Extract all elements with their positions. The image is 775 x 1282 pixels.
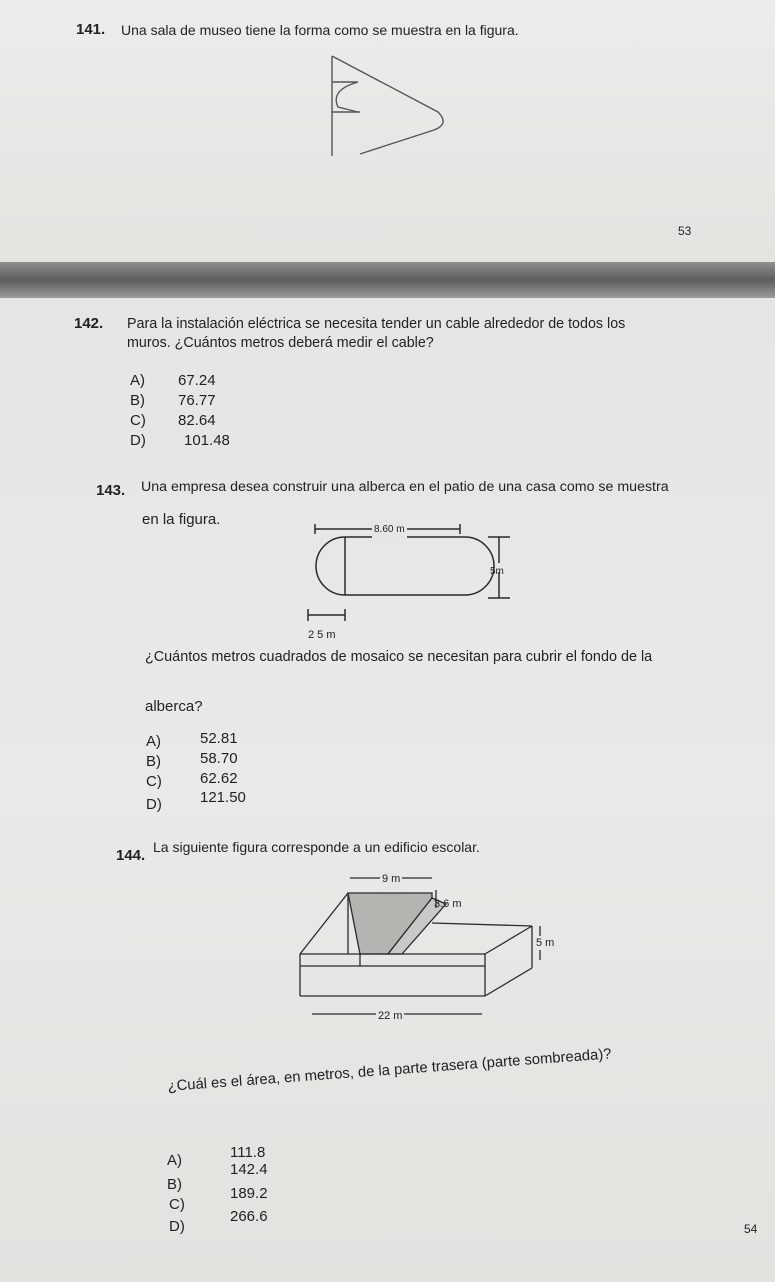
q142-option-c-letter: C) xyxy=(130,412,146,429)
q142-option-a-value: 67.24 xyxy=(178,372,216,389)
q141-figure xyxy=(310,52,460,162)
q143-radius-label: 2 5 m xyxy=(308,629,336,641)
q143-option-b-value: 58.70 xyxy=(200,750,238,767)
q144-side-label: 5 m xyxy=(536,937,555,949)
q142-line2: muros. ¿Cuántos metros deberá medir el cable? xyxy=(127,335,434,351)
q144-top-label: 9 m xyxy=(380,870,402,889)
q144-option-c-letter: C) xyxy=(169,1196,185,1213)
q141-slanted-walls xyxy=(332,56,443,154)
page-number-53: 53 xyxy=(678,224,692,238)
q142-line1: Para la instalación eléctrica se necesita tender un cable alrededor de todos los xyxy=(127,316,626,332)
q143-option-d-letter: D) xyxy=(146,796,162,813)
q142-option-d-value: 101.48 xyxy=(184,432,230,449)
q144-option-a-value: 111.8 xyxy=(230,1144,266,1161)
q144-text: La siguiente figura corresponde a un edificio escolar. xyxy=(153,839,480,855)
q142-option-a-letter: A) xyxy=(130,372,145,389)
q144-number: 144. xyxy=(116,847,146,864)
q144-question: ¿Cuál es el área, en metros, de la parte trasera (parte sombreada)? xyxy=(167,1046,613,1095)
q143-option-c-value: 62.62 xyxy=(200,770,238,787)
page-number-54: 54 xyxy=(744,1222,758,1236)
q143-option-c-letter: C) xyxy=(146,773,162,790)
q143-pool-outline xyxy=(316,537,494,595)
q143-width-label: 5m xyxy=(490,566,504,577)
q143-line1: Una empresa desea construir una alberca en el patio de una casa como se muestra xyxy=(141,479,669,495)
q144-height-label: 3.6 m xyxy=(434,898,462,910)
q141-semicircle-notch xyxy=(332,82,358,112)
q144-option-c-value: 189.2 xyxy=(230,1185,268,1202)
page-gap-shadow xyxy=(0,262,775,298)
q144-option-b-value: 142.4 xyxy=(230,1161,268,1178)
q141-number: 141. xyxy=(76,21,106,38)
q142-option-c-value: 82.64 xyxy=(178,412,216,429)
q144-option-d-letter: D) xyxy=(169,1218,185,1235)
q142-option-b-value: 76.77 xyxy=(178,392,216,409)
q142-number: 142. xyxy=(74,315,104,332)
q144-bottom-label: 22 m xyxy=(376,1007,404,1026)
q144-option-b-letter: B) xyxy=(167,1176,182,1193)
q142-option-d-letter: D) xyxy=(130,432,146,449)
q143-option-a-letter: A) xyxy=(146,733,161,750)
q143-line2: en la figura. xyxy=(142,511,221,528)
q143-question-line2: alberca? xyxy=(145,698,203,715)
q141-text: Una sala de museo tiene la forma como se muestra en la figura. xyxy=(121,22,519,38)
q144-option-a-letter: A) xyxy=(167,1152,182,1169)
q143-question-line1: ¿Cuántos metros cuadrados de mosaico se necesitan para cubrir el fondo de la xyxy=(145,649,653,665)
q143-option-b-letter: B) xyxy=(146,753,161,770)
lower-page xyxy=(0,298,775,1282)
q143-length-label: 8.60 m xyxy=(372,520,407,539)
q142-option-b-letter: B) xyxy=(130,392,145,409)
q144-option-d-value: 266.6 xyxy=(230,1208,268,1225)
q143-option-d-value: 121.50 xyxy=(200,789,246,806)
q143-number: 143. xyxy=(96,482,126,499)
q144-left-edge xyxy=(300,893,348,954)
q143-option-a-value: 52.81 xyxy=(200,730,238,747)
q144-building-figure xyxy=(290,868,560,1028)
